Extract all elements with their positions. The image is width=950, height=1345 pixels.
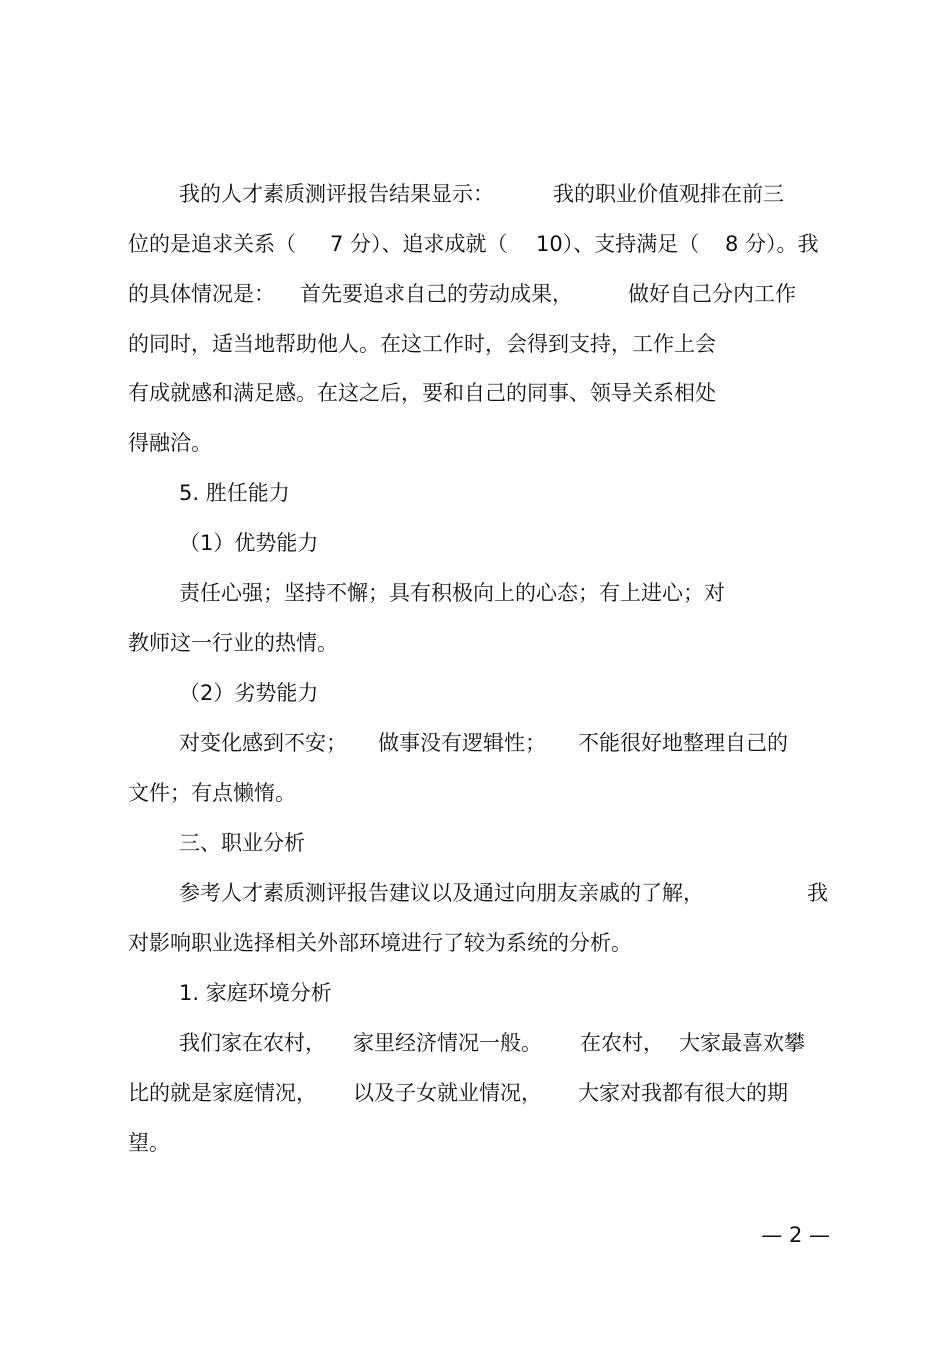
text-line xyxy=(0,876,950,910)
text-line xyxy=(0,726,950,760)
text-line xyxy=(0,227,950,261)
text-segment: 在农村， xyxy=(580,1031,664,1055)
text-segment: 望。 xyxy=(128,1131,170,1155)
text-segment: 5. 胜任能力 xyxy=(179,481,290,505)
text-segment: 教师这一行业的热情。 xyxy=(128,631,338,655)
text-segment: 大家最喜欢攀 xyxy=(679,1031,805,1055)
text-segment: 文件；有点懒惰。 xyxy=(128,781,296,805)
text-segment: 家里经济情况一般。 xyxy=(353,1031,542,1055)
text-segment: 对影响职业选择相关外部环境进行了较为系统的分析。 xyxy=(128,931,632,955)
text-line xyxy=(0,177,950,211)
text-segment: 大家对我都有很大的期 xyxy=(578,1081,788,1105)
text-line xyxy=(0,277,950,311)
text-segment: 我们家在农村， xyxy=(179,1031,326,1055)
text-segment: 1. 家庭环境分析 xyxy=(179,981,332,1005)
text-segment: 三、职业分析 xyxy=(179,831,305,855)
text-segment: 我的职业价值观排在前三 xyxy=(553,182,784,206)
section-heading xyxy=(0,476,950,510)
text-segment: 做事没有逻辑性； xyxy=(378,731,546,755)
text-segment: 7 分）、追求成就（ xyxy=(330,232,508,256)
text-line xyxy=(0,1026,950,1060)
text-segment: 参考人才素质测评报告建议以及通过向朋友亲戚的了解， xyxy=(179,881,704,905)
text-segment: 得融洽。 xyxy=(128,431,212,455)
text-segment: 以及子女就业情况， xyxy=(353,1081,542,1105)
text-segment: 有成就感和满足感。在这之后，要和自己的同事、领导关系相处 xyxy=(128,381,716,405)
subsection-heading xyxy=(0,676,950,710)
text-segment: 责任心强；坚持不懈；具有积极向上的心态；有上进心；对 xyxy=(179,581,725,605)
text-line xyxy=(0,1076,950,1110)
text-segment: 首先要追求自己的劳动成果， xyxy=(300,282,573,306)
section-heading xyxy=(0,826,950,860)
subsection-heading xyxy=(0,526,950,560)
text-segment: 8 分）。我 xyxy=(725,232,819,256)
text-segment: 我 xyxy=(807,881,828,905)
text-segment: 的具体情况是： xyxy=(128,282,275,306)
text-segment: 的同时，适当地帮助他人。在这工作时，会得到支持，工作上会 xyxy=(128,332,716,356)
text-line xyxy=(0,576,950,610)
text-segment: （1）优势能力 xyxy=(179,531,319,555)
text-segment: 做好自己分内工作 xyxy=(628,282,796,306)
text-line xyxy=(0,626,950,660)
page-number: — 2 — xyxy=(761,1223,830,1247)
text-line xyxy=(0,376,950,410)
section-heading xyxy=(0,976,950,1010)
text-segment: （2）劣势能力 xyxy=(179,681,319,705)
text-line xyxy=(0,926,950,960)
text-segment: 我的人才素质测评报告结果显示： xyxy=(179,182,494,206)
text-line xyxy=(0,426,950,460)
text-line xyxy=(0,327,950,361)
text-segment: 对变化感到不安； xyxy=(179,731,347,755)
text-line xyxy=(0,776,950,810)
text-segment: 10）、支持满足（ xyxy=(536,232,700,256)
text-segment: 不能很好地整理自己的 xyxy=(578,731,788,755)
text-segment: 位的是追求关系（ xyxy=(128,232,296,256)
text-line xyxy=(0,1126,950,1160)
text-segment: 比的就是家庭情况， xyxy=(128,1081,317,1105)
